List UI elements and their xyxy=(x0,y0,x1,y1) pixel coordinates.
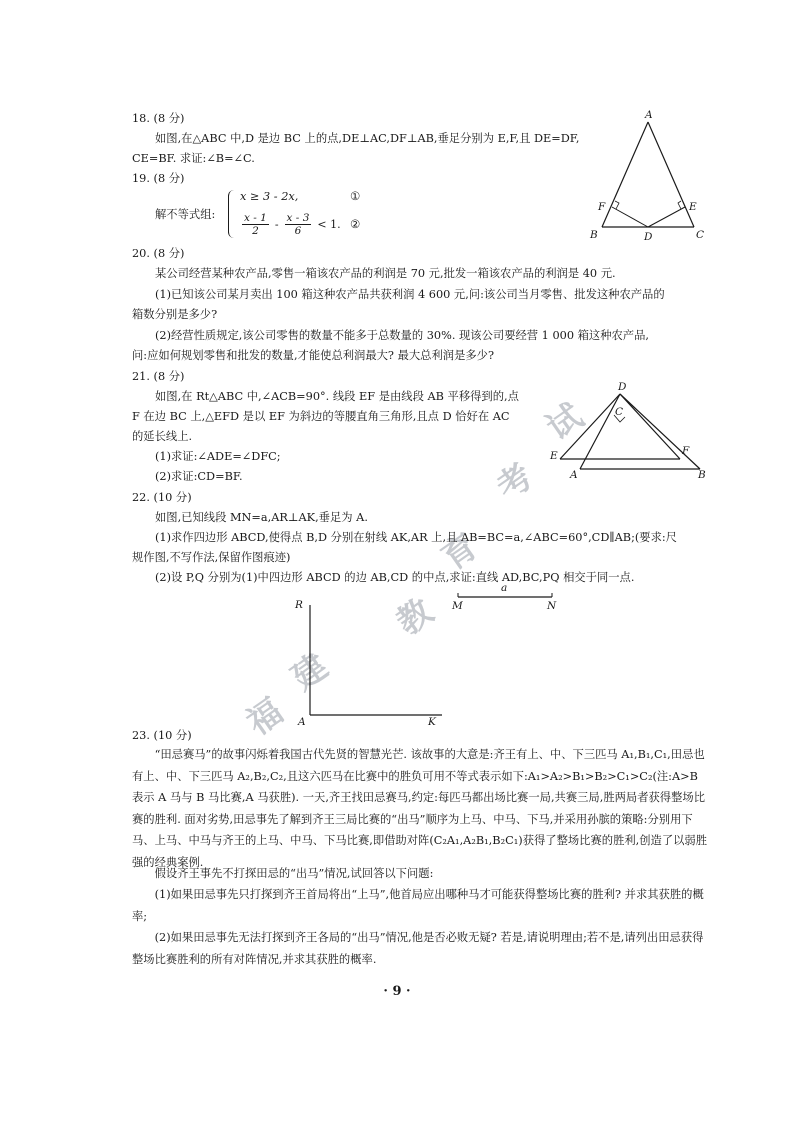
watermark-char: 福 xyxy=(239,691,291,744)
q19-mark-2: ② xyxy=(350,218,361,231)
q18-label-E: E xyxy=(689,201,697,213)
q21-label-A: A xyxy=(570,469,578,481)
q23-header: 23. (10 分) xyxy=(132,729,192,742)
q20-p3a: (2)经营性质规定,该公司零售的数量不能多于总数量的 30%. 现该公司要经营 1 000 箱这种农产品, xyxy=(155,329,649,342)
q20-p3b: 问:应如何规划零售和批发的数量,才能使总利润最大? 最大总利润是多少? xyxy=(132,349,495,362)
q18-label-B: B xyxy=(590,229,598,241)
q21-line1: 如图,在 Rt△ABC 中,∠ACB=90°. 线段 EF 是由线段 AB 平移得到的,点 xyxy=(155,390,519,403)
q23-sub2: (2)如果田忌事先无法打探到齐王各局的“出马”情况,他是否必败无疑? 若是,请说明理由;若不是,请列出田忌获得整场比赛胜利的所有对阵情况,并求其获胜的概率. xyxy=(132,931,704,966)
q20-p2a: (1)已知该公司某月卖出 100 箱这种农产品共获利润 4 600 元,问:该公司当月零售、批发这种农产品的 xyxy=(155,288,665,301)
q21-header: 21. (8 分) xyxy=(132,370,185,383)
q21-label-B: B xyxy=(698,469,706,481)
q19-fraction-1: $\frac{x - 1}{2}$ xyxy=(244,212,267,237)
q18-label-C: C xyxy=(696,229,705,241)
q18-label-A: A xyxy=(645,109,653,121)
q21-label-C: C xyxy=(615,406,624,418)
watermark-char: 教 xyxy=(389,591,441,644)
watermark-char: 试 xyxy=(539,396,591,449)
q22-label-A: A xyxy=(298,716,306,728)
page-number: · 9 · xyxy=(383,984,411,999)
q22-label-K: K xyxy=(428,716,436,728)
q19-inequality-1: x ≥ 3 - 2x, xyxy=(240,190,299,203)
q20-p2b: 箱数分别是多少? xyxy=(132,308,218,321)
q23-assumption: 假设齐王事先不打探田忌的“出马”情况,试回答以下问题: xyxy=(154,867,434,880)
q21-label-E: E xyxy=(550,450,558,462)
q22-label-M: M xyxy=(452,600,463,612)
q19-inequality-2: $\frac{x - 1}{2}$ - $\frac{x - 3}{6}$ < 1. xyxy=(244,212,341,237)
q18-line2: CE=BF. 求证:∠B=∠C. xyxy=(132,152,255,165)
q22-label-a: a xyxy=(501,582,508,594)
q18-label-D: D xyxy=(644,231,653,243)
q21-figure xyxy=(550,381,706,482)
q23-sub1: (1)如果田忌事先只打探到齐王首局将出“上马”,他首局应出哪种马才可能获得整场比赛的胜利? 并求其获胜的概率; xyxy=(132,888,704,923)
q23-story: “田忌赛马”的故事闪烁着我国古代先贤的智慧光芒. 该故事的大意是:齐王有上、中、下三匹马 A₁,B₁,C₁,田忌也有上、中、下三匹马 A₂,B₂,C₂,且这六匹马在比赛中的胜负可用不等式表示如下:A₁>A₂>B₁>B₂>C₁>C₂(注:A>B 表示 A 马与 B 马比赛,A 马获胜). 一天,齐王找田忌赛马,约定:每匹马都出场比赛一局,共赛三局,胜两局者获得整场比赛的胜利. 面对劣势,田忌事先了解到齐王三局比赛的“出马”顺序为上马、中马、下马,并采用孙膑的策略:分别用下马、上马、中马与齐王的上马、中马、下马比赛,即借助对阵(C₂A₁,A₂B₁,B₂C₁)获得了整场比赛的胜利,创造了以弱胜强的经典案例. xyxy=(132,748,708,869)
q20-header: 20. (8 分) xyxy=(132,247,185,260)
q19-mark-1: ① xyxy=(350,190,361,203)
q21-sub2: (2)求证:CD=BF. xyxy=(155,470,243,483)
q21-label-D: D xyxy=(618,381,627,393)
q22-label-R: R xyxy=(295,599,303,611)
q22-line3: (2)设 P,Q 分别为(1)中四边形 ABCD 的边 AB,CD 的中点,求证:直线 AD,BC,PQ 相交于同一点. xyxy=(155,571,635,584)
q20-p1: 某公司经营某种农产品,零售一箱该农产品的利润是 70 元,批发一箱该农产品的利润是 40 元. xyxy=(155,267,616,280)
q21-line2: F 在边 BC 上,△EFD 是以 EF 为斜边的等腰直角三角形,且点 D 恰好在 AC xyxy=(132,410,510,423)
q18-line1: 如图,在△ABC 中,D 是边 BC 上的点,DE⊥AC,DF⊥AB,垂足分别为 E,F,且 DE=DF, xyxy=(155,132,580,145)
q21-label-F: F xyxy=(682,445,690,457)
q19-fraction-2: $\frac{x - 3}{6}$ xyxy=(286,212,310,237)
q21-line3: 的延长线上. xyxy=(132,430,193,443)
q19-system-brace xyxy=(228,190,237,238)
watermark-char: 考 xyxy=(489,456,541,509)
q22-line1: 如图,已知线段 MN=a,AR⊥AK,垂足为 A. xyxy=(155,511,368,524)
q19-intro: 解不等式组: xyxy=(155,208,216,221)
q22-line2b: 规作图,不写作法,保留作图痕迹) xyxy=(132,551,291,564)
q21-sub1: (1)求证:∠ADE=∠DFC; xyxy=(155,450,281,463)
watermark-char: 建 xyxy=(284,646,336,699)
q22-line2a: (1)求作四边形 ABCD,使得点 B,D 分别在射线 AK,AR 上,且 AB=BC=a,∠ABC=60°,CD∥AB;(要求:尺 xyxy=(155,531,677,544)
q22-figure xyxy=(290,582,590,728)
q22-label-N: N xyxy=(547,600,557,612)
q22-header: 22. (10 分) xyxy=(132,491,192,504)
q19-header: 19. (8 分) xyxy=(132,172,185,185)
q18-label-F: F xyxy=(598,201,606,213)
watermark-char: 育 xyxy=(434,526,486,579)
q18-triangle-figure xyxy=(590,109,705,243)
q18-header: 18. (8 分) xyxy=(132,112,185,125)
